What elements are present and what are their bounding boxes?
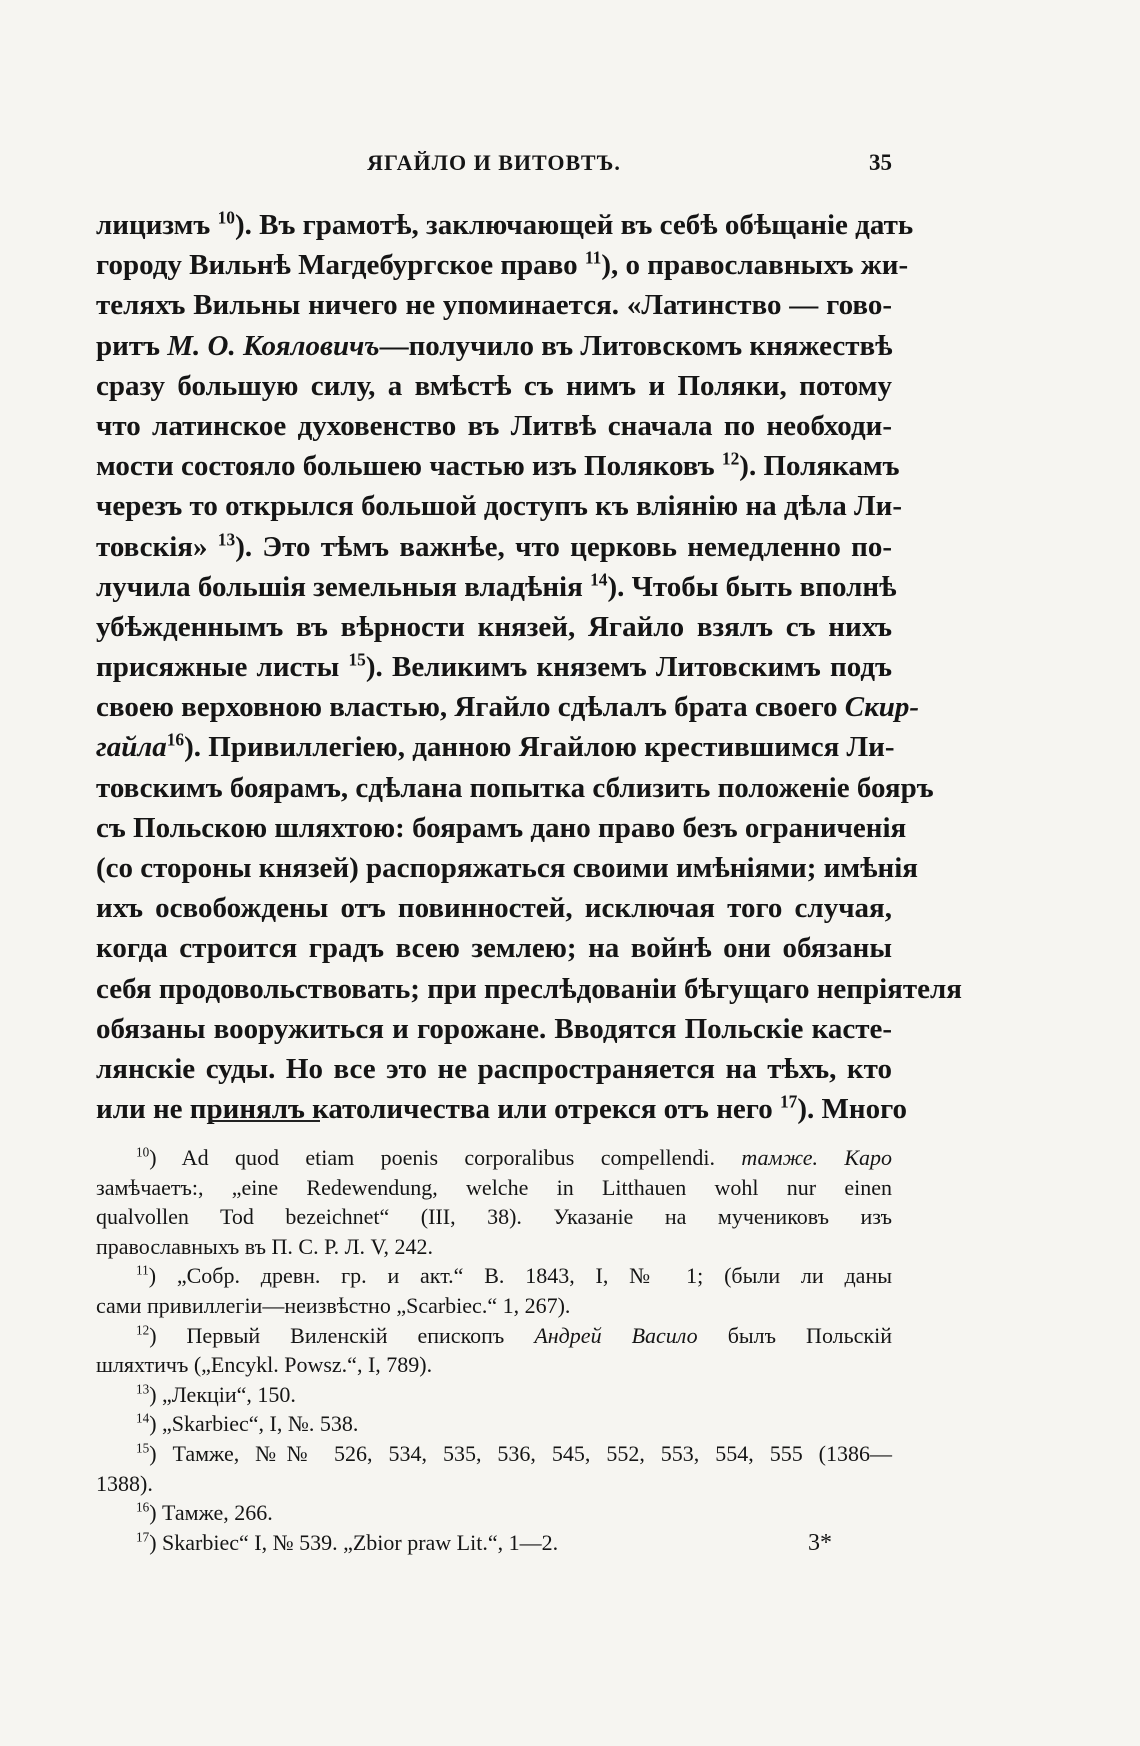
footnote-line (96, 1202, 892, 1232)
text-line (96, 527, 892, 567)
footnote-text: ) „Собр. древн. гр. и акт.“ В. 1843, I, № 1; (были ли даны (148, 1263, 892, 1289)
text-line (96, 326, 892, 366)
text-segment: себя продовольствовать; при преслѣдованіи бѣгущаго непріятеля (96, 972, 962, 1005)
footnote-text: былъ Польскій (697, 1322, 893, 1348)
text-segment: ). Это тѣмъ важнѣе, что церковь немедленно по- (235, 530, 892, 563)
footnote-text: православныхъ въ П. С. Р. Л. V, 242. (96, 1233, 434, 1259)
text-line (96, 285, 892, 325)
text-line (96, 205, 914, 245)
text-segment: ихъ освобождены отъ повинностей, исключая того случая, (96, 892, 892, 925)
text-segment: ). Въ грамотѣ, заключающей въ себѣ обѣщаніе дать (234, 209, 914, 241)
text-segment: товскія» (96, 530, 218, 563)
text-line (96, 567, 897, 607)
footnote-line (96, 1498, 892, 1528)
footnote-text: сами привиллегіи—неизвѣстно „Scarbiec.“ 1, 267). (96, 1292, 571, 1318)
footnote-number: 11 (136, 1263, 149, 1279)
text-segment: ). Привиллегіею, данною Ягайлою крестившимся Ли- (184, 731, 895, 764)
text-segment: мости состояло большею частью изъ Поляковъ (96, 450, 722, 483)
text-line (96, 1089, 908, 1129)
footnote-text: qualvollen Tod bezeichnet“ (III, 38). Указаніе на мучениковъ изъ (96, 1204, 892, 1230)
text-line (96, 245, 909, 285)
text-line (96, 888, 892, 928)
text-line (96, 969, 962, 1009)
text-line (96, 1049, 892, 1089)
text-line (96, 727, 895, 767)
footnote-line (96, 1380, 892, 1410)
footnote-number: 14 (136, 1411, 150, 1427)
running-title: ЯГАЙЛО И ВИТОВТЪ. (367, 150, 621, 175)
footnotes (96, 1143, 892, 1557)
text-segment: обязаны вооружиться и горожане. Вводятся Польскіе касте- (96, 1012, 892, 1045)
text-segment: сразу большую силу, а вмѣстѣ съ нимъ и Поляки, потому (96, 369, 892, 402)
footnote-italic: Андрей Васило (534, 1322, 698, 1348)
footnote-text: 1388). (96, 1470, 153, 1496)
footnote-text: ) „Лекціи“, 150. (149, 1381, 296, 1407)
text-segment: лучила большія земельныя владѣнія (96, 570, 591, 603)
footnote-italic: тамже. Каро (741, 1145, 892, 1170)
page-number: 35 (869, 150, 892, 175)
footnote-text: ) Тамже, №№ 526, 534, 535, 536, 545, 552, 553, 554, 555 (1386— (149, 1440, 892, 1466)
footnote-ref: 14 (590, 569, 608, 590)
text-segment: убѣжденнымъ въ вѣрности князей, Ягайло взялъ съ нихъ (96, 610, 892, 643)
footnote-text: замѣчаетъ:, „eine Redewendung, welche in Litthauen wohl nur einen (96, 1174, 892, 1200)
text-segment: товскимъ боярамъ, сдѣлана попытка сблизить положеніе бояръ (96, 771, 934, 804)
italic-segment: М. О. Кояловичъ (167, 329, 380, 362)
footnote-number: 17 (136, 1529, 150, 1545)
footnote-line (96, 1232, 892, 1262)
text-segment: ритъ (96, 329, 168, 362)
text-segment: черезъ то открылся большой доступъ къ вліянію на дѣла Ли- (96, 490, 902, 523)
footnote-number: 15 (136, 1440, 150, 1456)
footnote-text: ) „Skarbiec“, I, №. 538. (149, 1411, 359, 1437)
text-line (96, 647, 892, 687)
footnote-line (96, 1469, 892, 1499)
text-segment: лицизмъ (96, 209, 218, 241)
footnote-line (96, 1350, 892, 1380)
text-segment: что латинское духовенство въ Литвѣ сначала по необходи- (96, 409, 892, 442)
text-line (96, 446, 900, 486)
footnote-line (96, 1409, 892, 1439)
footnote-ref: 13 (217, 528, 236, 549)
footnote-line (96, 1528, 892, 1558)
text-segment: ). Много (797, 1093, 908, 1126)
text-segment: ). Великимъ княземъ Литовскимъ подъ (365, 651, 892, 684)
footnote-ref: 10 (217, 207, 235, 228)
text-segment: ). Чтобы быть вполнѣ (607, 570, 897, 603)
text-segment: или не принялъ католичества или отрекся отъ него (96, 1093, 780, 1126)
footnote-ref: 17 (779, 1091, 798, 1112)
footnote-line (96, 1173, 892, 1203)
text-line (96, 1009, 892, 1049)
text-line (96, 848, 918, 888)
footnote-text: шляхтичъ („Encykl. Powsz.“, I, 789). (96, 1352, 433, 1378)
text-segment: городу Вильнѣ Магдебургское право (96, 249, 585, 282)
main-text (96, 205, 962, 1129)
footnote-line (96, 1439, 892, 1469)
text-segment: когда строится градъ всею землею; на войнѣ они обязаны (96, 932, 892, 965)
signature-mark: 3* (808, 1530, 832, 1556)
footnote-number: 10 (136, 1144, 150, 1160)
footnote-ref: 15 (348, 649, 366, 670)
footnote-rule (210, 1120, 320, 1122)
footnote-number: 12 (136, 1322, 150, 1338)
footnote-line (96, 1291, 892, 1321)
text-segment: съ Польскою шляхтою: боярамъ дано право безъ ограниченія (96, 811, 907, 844)
text-line (96, 928, 892, 968)
footnote-text: ) Первый Виленскій епископъ (149, 1322, 535, 1348)
text-segment: —получило въ Литовскомъ княжествѣ (379, 329, 893, 362)
footnote-line (96, 1143, 892, 1173)
text-segment: теляхъ Вильны ничего не упоминается. «Латинство — гово- (96, 289, 892, 322)
footnote-line (96, 1261, 892, 1291)
footnote-ref: 11 (584, 247, 602, 268)
footnote-number: 13 (136, 1381, 150, 1397)
italic-segment: гайла (96, 731, 167, 764)
footnote-text: ) Тамже, 266. (149, 1500, 273, 1526)
text-line (96, 768, 934, 808)
footnote-text: ) Ad quod etiam poenis corporalibus compellendi. (149, 1145, 742, 1170)
footnote-ref: 16 (166, 729, 185, 750)
text-segment: ), о православныхъ жи- (601, 249, 909, 282)
text-line (96, 808, 907, 848)
footnote-line (96, 1321, 892, 1351)
text-segment: лянскіе суды. Но все это не распространяется на тѣхъ, кто (96, 1052, 892, 1085)
text-segment: ). Полякамъ (739, 450, 900, 483)
footnote-number: 16 (136, 1499, 150, 1515)
text-segment: своею верховною властью, Ягайло сдѣлалъ брата своего (96, 691, 845, 724)
text-line (96, 406, 892, 446)
italic-segment: Скир- (844, 691, 920, 724)
footnote-ref: 12 (721, 448, 740, 469)
text-line (96, 687, 920, 727)
text-line (96, 607, 892, 647)
text-line (96, 366, 892, 406)
footnote-text: ) Skarbiec“ I, № 539. „Zbior praw Lit.“, 1—2. (149, 1529, 559, 1555)
page-header (96, 150, 892, 190)
text-segment: (со стороны князей) распоряжаться своими имѣніями; имѣнія (96, 852, 918, 884)
text-segment: присяжные листы (96, 651, 349, 684)
text-line (96, 486, 902, 526)
